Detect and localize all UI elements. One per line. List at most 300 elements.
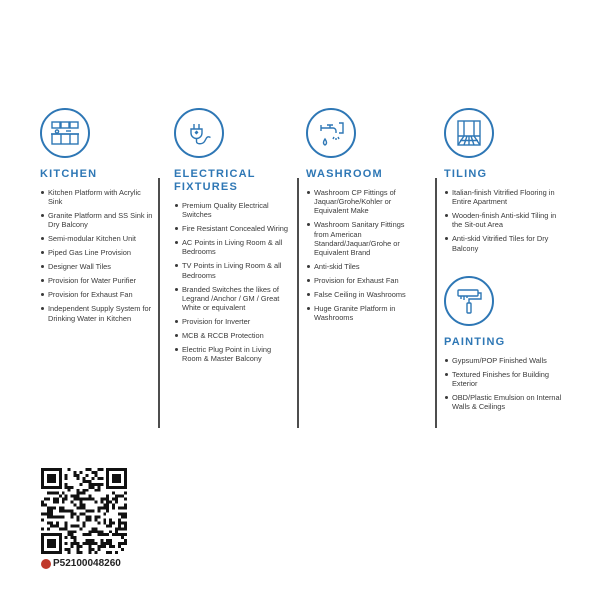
- qr-module: [103, 521, 106, 524]
- qr-module: [100, 533, 103, 536]
- qr-module: [118, 527, 121, 530]
- qr-module: [74, 498, 77, 501]
- qr-module: [124, 521, 127, 524]
- qr-module: [47, 512, 50, 515]
- qr-module: [124, 486, 127, 489]
- qr-module: [85, 498, 88, 501]
- qr-module: [62, 501, 65, 504]
- qr-module: [112, 521, 115, 524]
- qr-module: [112, 474, 115, 477]
- qr-module: [124, 507, 127, 510]
- qr-module: [85, 542, 88, 545]
- qr-module: [77, 515, 80, 518]
- qr-module: [65, 498, 68, 501]
- qr-module: [88, 486, 91, 489]
- qr-module: [44, 504, 47, 507]
- qr-module: [91, 542, 94, 545]
- qr-module: [118, 518, 121, 521]
- qr-module: [88, 539, 91, 542]
- list-item: Provision for Exhaust Fan: [40, 290, 154, 299]
- qr-module: [91, 530, 94, 533]
- qr-module: [103, 518, 106, 521]
- list-item: Provision for Water Purifier: [40, 276, 154, 285]
- qr-module: [77, 474, 80, 477]
- tiling-heading: TILING: [444, 168, 488, 180]
- qr-module: [103, 512, 106, 515]
- qr-module: [50, 545, 53, 548]
- qr-module: [68, 533, 71, 536]
- qr-module: [88, 483, 91, 486]
- qr-module: [94, 489, 97, 492]
- qr-module: [56, 524, 59, 527]
- qr-module: [112, 545, 115, 548]
- list-item: Provision for Exhaust Fan: [306, 276, 420, 285]
- qr-module: [115, 527, 118, 530]
- qr-module: [53, 542, 56, 545]
- qr-module: [85, 510, 88, 513]
- qr-module: [47, 468, 50, 471]
- qr-module: [80, 492, 83, 495]
- qr-module: [59, 471, 62, 474]
- qr-module: [59, 548, 62, 551]
- qr-module: [59, 551, 62, 554]
- list-item: Kitchen Platform with Acrylic Sink: [40, 188, 154, 206]
- qr-module: [100, 507, 103, 510]
- qr-module: [103, 545, 106, 548]
- qr-module: [85, 468, 88, 471]
- qr-module: [91, 548, 94, 551]
- qr-module: [59, 495, 62, 498]
- list-item: Washroom CP Fittings of Jaquar/Grohe/Kohler or Equivalent Make: [306, 188, 420, 216]
- list-item: Independent Supply System for Drinking Water in Kitchen: [40, 304, 154, 322]
- qr-module: [115, 551, 118, 554]
- qr-module: [50, 507, 53, 510]
- qr-module: [121, 512, 124, 515]
- qr-module: [121, 533, 124, 536]
- qr-module: [80, 501, 83, 504]
- qr-module: [91, 527, 94, 530]
- qr-module: [115, 498, 118, 501]
- kitchen-heading: KITCHEN: [40, 168, 98, 180]
- qr-module: [65, 524, 68, 527]
- qr-module: [112, 533, 115, 536]
- qr-module: [94, 483, 97, 486]
- qr-module: [44, 533, 47, 536]
- qr-module: [80, 504, 83, 507]
- qr-module: [118, 480, 121, 483]
- qr-module: [47, 545, 50, 548]
- qr-module: [106, 501, 109, 504]
- qr-module: [68, 510, 71, 513]
- qr-module: [41, 527, 44, 530]
- qr-module: [53, 507, 56, 510]
- qr-module: [62, 507, 65, 510]
- qr-module: [112, 492, 115, 495]
- qr-module: [74, 536, 77, 539]
- qr-module: [50, 492, 53, 495]
- qr-module: [115, 480, 118, 483]
- qr-module: [80, 507, 83, 510]
- column-divider: [297, 178, 299, 428]
- qr-module: [50, 486, 53, 489]
- qr-module: [118, 486, 121, 489]
- qr-module: [62, 510, 65, 513]
- qr-module: [97, 483, 100, 486]
- qr-module: [115, 486, 118, 489]
- qr-module: [121, 536, 124, 539]
- qr-module: [74, 474, 77, 477]
- qr-module: [50, 533, 53, 536]
- qr-module: [97, 548, 100, 551]
- qr-module: [47, 492, 50, 495]
- qr-module: [71, 545, 74, 548]
- qr-module: [94, 474, 97, 477]
- qr-module: [85, 515, 88, 518]
- qr-module: [41, 471, 44, 474]
- qr-module: [71, 515, 74, 518]
- qr-module: [53, 545, 56, 548]
- list-item: Fire Resistant Concealed Wiring: [174, 224, 288, 233]
- qr-module: [80, 527, 83, 530]
- qr-module: [106, 510, 109, 513]
- washroom-section: [306, 108, 420, 327]
- qr-module: [47, 477, 50, 480]
- kitchen-icon: [40, 108, 90, 158]
- qr-module: [50, 524, 53, 527]
- qr-module: [121, 515, 124, 518]
- qr-module: [83, 521, 86, 524]
- qr-module: [85, 533, 88, 536]
- painting-section: [444, 276, 564, 416]
- list-item: Washroom Sanitary Fittings from American Standard/Jaquar/Grohe or Equivalent Brand: [306, 220, 420, 257]
- qr-module: [53, 486, 56, 489]
- qr-module: [59, 536, 62, 539]
- qr-module: [100, 498, 103, 501]
- qr-module: [77, 551, 80, 554]
- qr-module: [121, 495, 124, 498]
- qr-module: [97, 507, 100, 510]
- qr-module: [53, 477, 56, 480]
- qr-module: [71, 542, 74, 545]
- qr-module: [68, 548, 71, 551]
- qr-module: [47, 539, 50, 542]
- qr-module: [80, 498, 83, 501]
- qr-module: [56, 492, 59, 495]
- qr-module: [85, 474, 88, 477]
- qr-module: [83, 492, 86, 495]
- electrical-heading: ELECTRICAL FIXTURES: [174, 168, 256, 193]
- qr-module: [47, 533, 50, 536]
- qr-module: [124, 480, 127, 483]
- list-item: Semi-modular Kitchen Unit: [40, 234, 154, 243]
- qr-module: [53, 524, 56, 527]
- qr-module: [115, 474, 118, 477]
- qr-module: [47, 480, 50, 483]
- qr-module: [47, 527, 50, 530]
- qr-module: [97, 515, 100, 518]
- qr-module: [65, 521, 68, 524]
- qr-module: [124, 483, 127, 486]
- qr-module: [124, 533, 127, 536]
- electrical-section: [174, 108, 288, 368]
- qr-module: [56, 515, 59, 518]
- qr-module: [109, 521, 112, 524]
- qr-module: [97, 510, 100, 513]
- rera-seal-icon: [41, 559, 51, 569]
- qr-module: [124, 468, 127, 471]
- qr-module: [80, 471, 83, 474]
- qr-module: [53, 551, 56, 554]
- qr-module: [65, 483, 68, 486]
- qr-module: [109, 530, 112, 533]
- qr-module: [121, 542, 124, 545]
- qr-module: [85, 489, 88, 492]
- qr-module: [91, 483, 94, 486]
- qr-module: [50, 477, 53, 480]
- qr-module: [44, 551, 47, 554]
- qr-module: [121, 527, 124, 530]
- qr-module: [91, 498, 94, 501]
- qr-module: [71, 512, 74, 515]
- qr-module: [71, 501, 74, 504]
- qr-module: [121, 548, 124, 551]
- qr-module: [44, 512, 47, 515]
- electrical-list: [174, 201, 288, 363]
- qr-code: [41, 468, 127, 554]
- qr-module: [100, 468, 103, 471]
- column-divider: [435, 178, 437, 428]
- qr-module: [106, 483, 109, 486]
- qr-module: [62, 492, 65, 495]
- qr-module: [77, 477, 80, 480]
- qr-module: [53, 533, 56, 536]
- list-item: TV Points in Living Room & all Bedrooms: [174, 261, 288, 279]
- qr-module: [53, 498, 56, 501]
- qr-module: [50, 468, 53, 471]
- qr-module: [88, 518, 91, 521]
- qr-module: [83, 504, 86, 507]
- qr-module: [94, 471, 97, 474]
- qr-module: [47, 498, 50, 501]
- qr-module: [109, 545, 112, 548]
- qr-module: [47, 474, 50, 477]
- qr-module: [77, 495, 80, 498]
- qr-module: [50, 539, 53, 542]
- qr-module: [124, 474, 127, 477]
- qr-module: [68, 530, 71, 533]
- qr-module: [41, 477, 44, 480]
- tiles-icon: [444, 108, 494, 158]
- qr-module: [88, 551, 91, 554]
- qr-module: [65, 510, 68, 513]
- qr-module: [59, 483, 62, 486]
- qr-module: [115, 495, 118, 498]
- qr-module: [112, 477, 115, 480]
- qr-module: [100, 539, 103, 542]
- qr-module: [124, 539, 127, 542]
- qr-module: [65, 474, 68, 477]
- qr-module: [118, 533, 121, 536]
- tiling-list: [444, 188, 564, 253]
- qr-module: [121, 507, 124, 510]
- qr-module: [41, 533, 44, 536]
- qr-module: [115, 501, 118, 504]
- qr-module: [56, 486, 59, 489]
- qr-module: [91, 471, 94, 474]
- rera-block: [41, 468, 127, 569]
- qr-module: [100, 542, 103, 545]
- qr-module: [77, 524, 80, 527]
- qr-module: [106, 524, 109, 527]
- qr-module: [118, 507, 121, 510]
- qr-module: [41, 545, 44, 548]
- qr-module: [115, 533, 118, 536]
- washroom-list: [306, 188, 420, 322]
- qr-module: [50, 480, 53, 483]
- paint-roller-icon: [444, 276, 494, 326]
- registration-number: [41, 558, 127, 569]
- qr-module: [88, 530, 91, 533]
- qr-module: [83, 507, 86, 510]
- qr-module: [71, 524, 74, 527]
- qr-module: [44, 486, 47, 489]
- qr-module: [106, 504, 109, 507]
- qr-module: [53, 501, 56, 504]
- qr-module: [106, 533, 109, 536]
- qr-module: [91, 486, 94, 489]
- qr-module: [85, 480, 88, 483]
- list-item: AC Points in Living Room & all Bedrooms: [174, 238, 288, 256]
- qr-module: [124, 542, 127, 545]
- list-item: Anti-skid Tiles: [306, 262, 420, 271]
- registration-number-text: P52100048260: [53, 558, 121, 569]
- qr-module: [97, 530, 100, 533]
- qr-module: [106, 495, 109, 498]
- qr-module: [97, 468, 100, 471]
- qr-module: [83, 524, 86, 527]
- qr-module: [88, 515, 91, 518]
- qr-module: [106, 474, 109, 477]
- qr-module: [88, 468, 91, 471]
- qr-module: [83, 533, 86, 536]
- qr-module: [41, 480, 44, 483]
- qr-module: [65, 477, 68, 480]
- qr-module: [47, 510, 50, 513]
- qr-module: [106, 468, 109, 471]
- qr-module: [124, 498, 127, 501]
- qr-module: [124, 477, 127, 480]
- qr-module: [56, 468, 59, 471]
- qr-module: [85, 539, 88, 542]
- qr-module: [109, 518, 112, 521]
- qr-module: [59, 533, 62, 536]
- qr-module: [71, 510, 74, 513]
- qr-module: [65, 527, 68, 530]
- qr-module: [118, 521, 121, 524]
- qr-module: [41, 512, 44, 515]
- qr-module: [103, 498, 106, 501]
- qr-module: [41, 486, 44, 489]
- column-divider: [158, 178, 160, 428]
- qr-module: [100, 501, 103, 504]
- qr-module: [71, 536, 74, 539]
- qr-module: [50, 542, 53, 545]
- qr-module: [94, 551, 97, 554]
- qr-module: [121, 468, 124, 471]
- list-item: Textured Finishes for Building Exterior: [444, 370, 564, 388]
- qr-module: [41, 504, 44, 507]
- qr-module: [103, 504, 106, 507]
- qr-module: [41, 542, 44, 545]
- qr-module: [91, 539, 94, 542]
- qr-module: [50, 512, 53, 515]
- qr-module: [68, 486, 71, 489]
- qr-module: [109, 542, 112, 545]
- qr-module: [41, 483, 44, 486]
- qr-module: [83, 480, 86, 483]
- list-item: False Ceiling in Washrooms: [306, 290, 420, 299]
- qr-module: [106, 486, 109, 489]
- qr-module: [80, 545, 83, 548]
- qr-module: [74, 542, 77, 545]
- list-item: Wooden-finish Anti-skid Tiling in the Sit-out Area: [444, 211, 564, 229]
- qr-module: [112, 498, 115, 501]
- plug-icon: [174, 108, 224, 158]
- qr-module: [106, 480, 109, 483]
- qr-module: [118, 468, 121, 471]
- qr-module: [83, 512, 86, 515]
- qr-module: [59, 474, 62, 477]
- qr-module: [59, 515, 62, 518]
- qr-module: [71, 486, 74, 489]
- qr-module: [47, 521, 50, 524]
- qr-module: [97, 545, 100, 548]
- qr-module: [106, 477, 109, 480]
- qr-module: [94, 530, 97, 533]
- qr-module: [100, 483, 103, 486]
- qr-module: [85, 518, 88, 521]
- qr-module: [74, 504, 77, 507]
- qr-module: [115, 530, 118, 533]
- qr-module: [74, 524, 77, 527]
- qr-module: [112, 468, 115, 471]
- qr-module: [103, 533, 106, 536]
- qr-module: [83, 498, 86, 501]
- qr-module: [118, 545, 121, 548]
- qr-module: [83, 542, 86, 545]
- qr-module: [88, 533, 91, 536]
- qr-module: [121, 521, 124, 524]
- qr-module: [50, 515, 53, 518]
- qr-module: [106, 507, 109, 510]
- qr-module: [97, 486, 100, 489]
- qr-module: [97, 489, 100, 492]
- qr-module: [94, 501, 97, 504]
- qr-module: [106, 542, 109, 545]
- qr-module: [41, 548, 44, 551]
- qr-module: [124, 527, 127, 530]
- qr-module: [112, 486, 115, 489]
- qr-module: [77, 507, 80, 510]
- washroom-heading: WASHROOM: [306, 168, 383, 180]
- qr-module: [71, 530, 74, 533]
- qr-module: [109, 551, 112, 554]
- qr-module: [56, 521, 59, 524]
- list-item: Branded Switches the likes of Legrand /Anchor / GM / Great White or equivalent: [174, 285, 288, 313]
- qr-module: [56, 501, 59, 504]
- qr-module: [62, 515, 65, 518]
- qr-module: [47, 515, 50, 518]
